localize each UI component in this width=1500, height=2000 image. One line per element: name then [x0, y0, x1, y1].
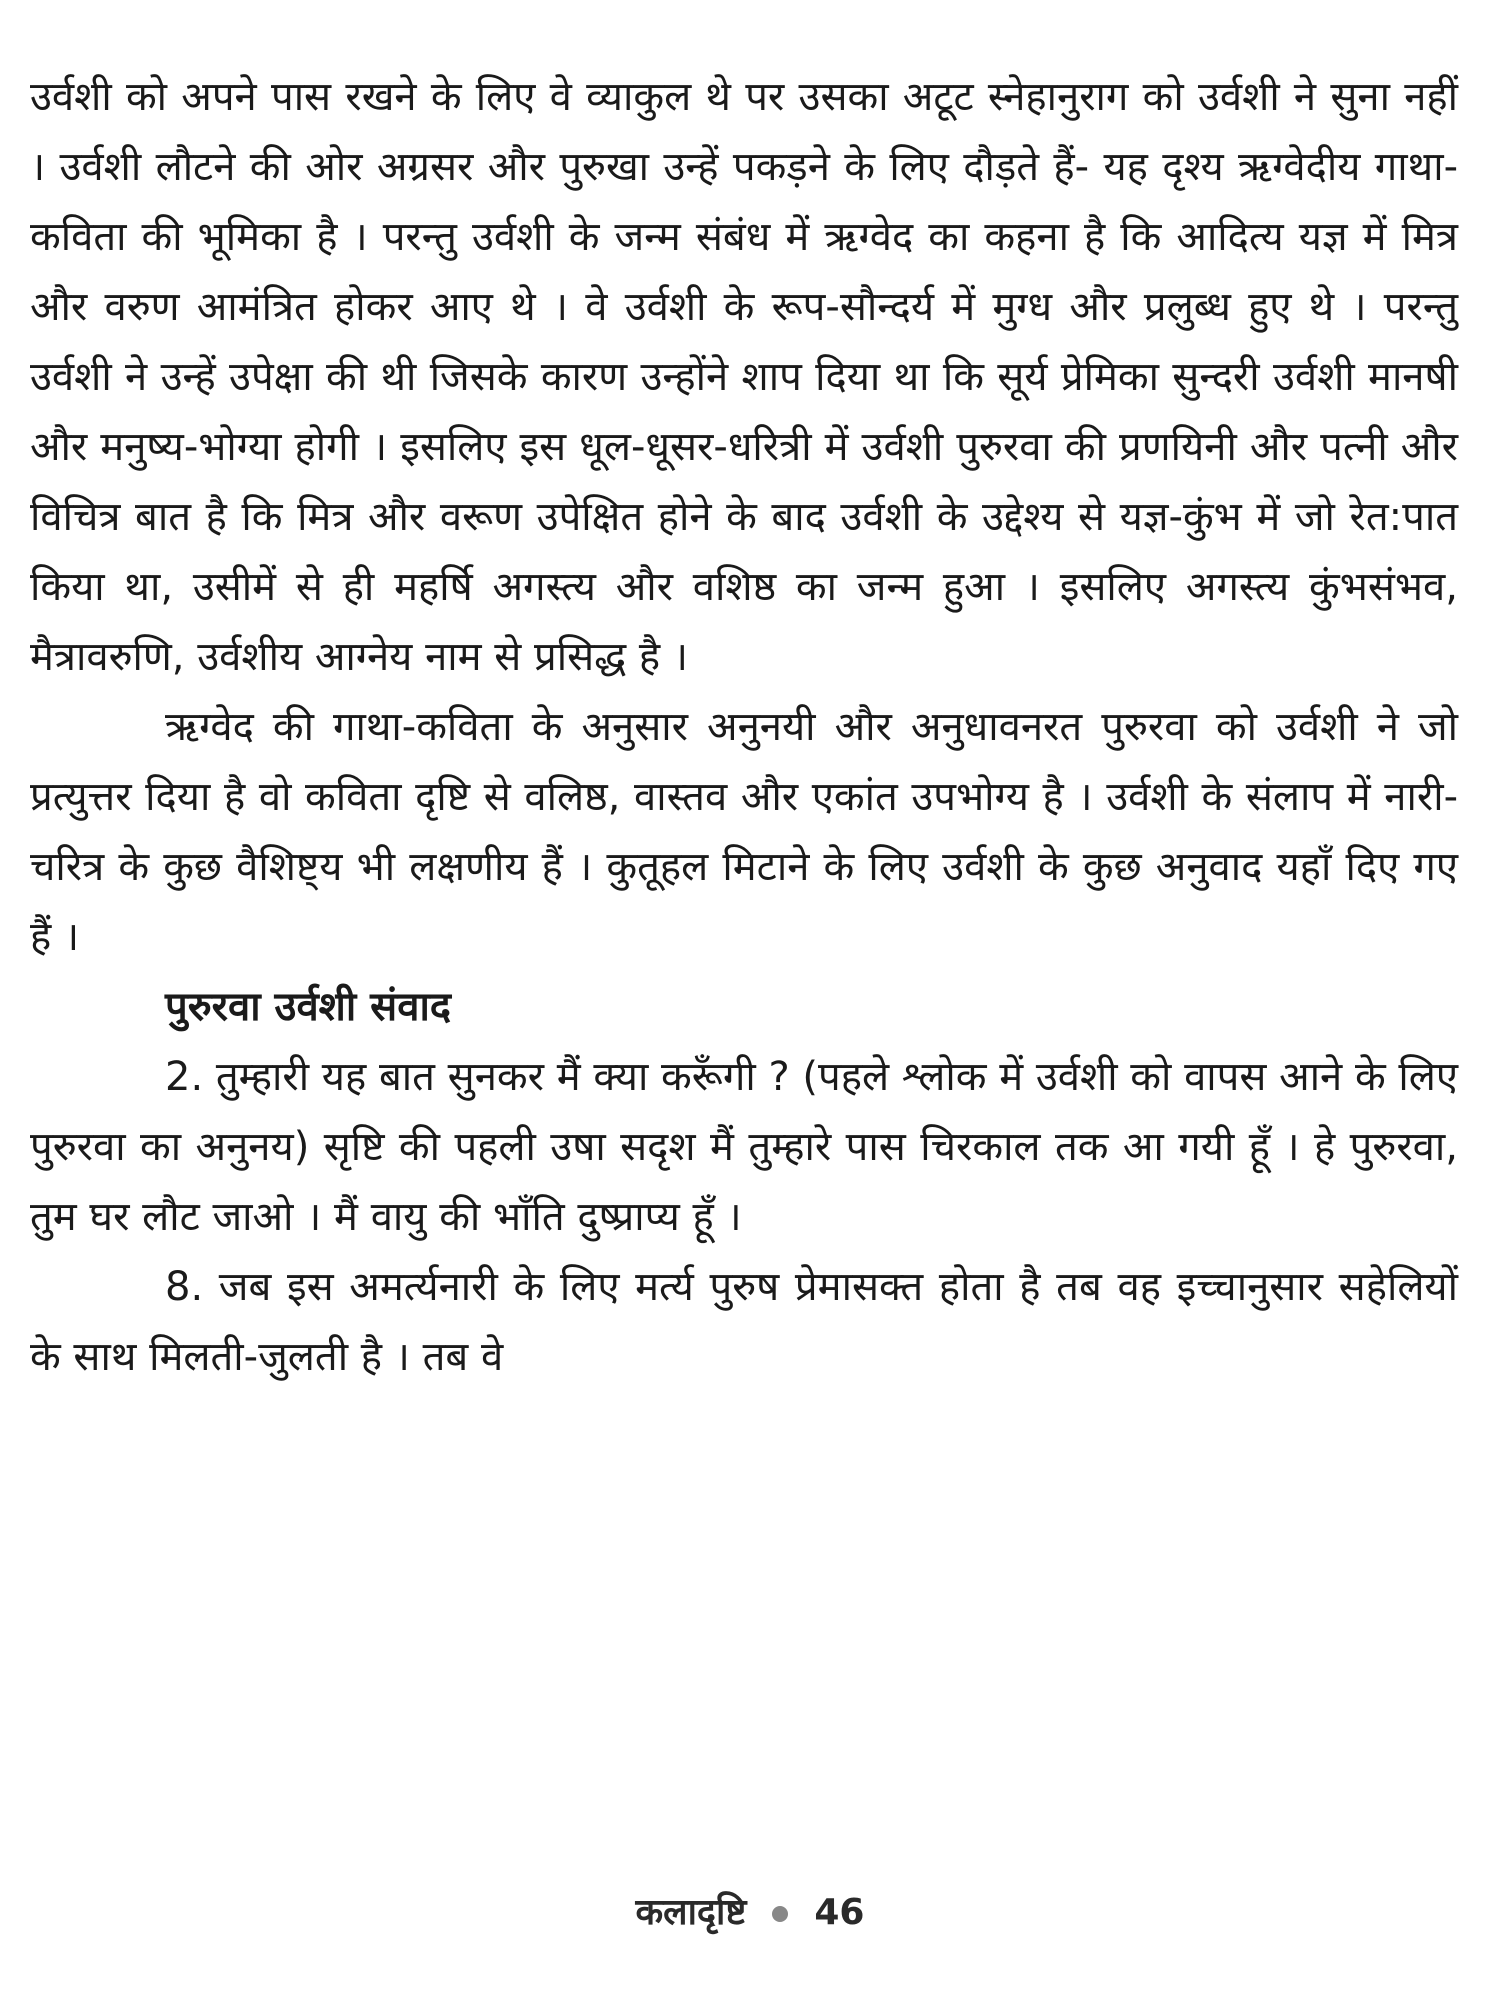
verse-2-paragraph: 2. तुम्हारी यह बात सुनकर मैं क्या करूँगी ? (पहले श्लोक में उर्वशी को वापस आने के लिए पुरुरवा का अनुनय) सृष्टि की पहली उषा सदृश मैं तुम्हारे पास चिरकाल तक आ गयी हूँ । हे पुरुरवा, तुम घर लौट जाओ । मैं वायु की भाँति दुष्प्राप्य हूँ ।: [30, 1054, 1458, 1240]
body-paragraph-1: उर्वशी को अपने पास रखने के लिए वे व्याकुल थे पर उसका अटूट स्नेहानुराग को उर्वशी ने सुना नहीं । उर्वशी लौटने की ओर अग्रसर और पुरुखा उन्हें पकड़ने के लिए दौड़ते हैं- यह दृश्य ऋग्वेदीय गाथा-कविता की भूमिका है । परन्तु उर्वशी के जन्म संबंध में ऋग्वेद का कहना है कि आदित्य यज्ञ में मित्र और वरुण आमंत्रित होकर आए थे । वे उर्वशी के रूप-सौन्दर्य में मुग्ध और प्रलुब्ध हुए थे । परन्तु उर्वशी ने उन्हें उपेक्षा की थी जिसके कारण उन्होंने शाप दिया था कि सूर्य प्रेमिका सुन्दरी उर्वशी मानषी और मनुष्य-भोग्या होगी । इसलिए इस धूल-धूसर-धरित्री में उर्वशी पुरुरवा की प्रणयिनी और पत्नी और विचित्र बात है कि मित्र और वरूण उपेक्षित होने के बाद उर्वशी के उद्देश्य से यज्ञ-कुंभ में जो रेत:पात किया था, उसीमें से ही महर्षि अगस्त्य और वशिष्ठ का जन्म हुआ । इसलिए अगस्त्य कुंभसंभव, मैत्रावरुणि, उर्वशीय आग्नेय नाम से प्रसिद्ध है ।: [30, 74, 1458, 680]
verse-8-paragraph: 8. जब इस अमर्त्यनारी के लिए मर्त्य पुरुष प्रेमासक्त होता है तब वह इच्चानुसार सहेलियों के साथ मिलती-जुलती है । तब वे: [30, 1264, 1458, 1380]
page-footer: [0, 1888, 1500, 1938]
journal-name: कलादृष्टि: [635, 1892, 747, 1933]
section-heading: पुरुरवा उर्वशी संवाद: [165, 984, 452, 1030]
bullet-dot-icon: [772, 1906, 788, 1922]
body-paragraph-2: ऋग्वेद की गाथा-कविता के अनुसार अनुनयी और अनुधावनरत पुरुरवा को उर्वशी ने जो प्रत्युत्तर दिया है वो कविता दृष्टि से वलिष्ठ, वास्तव और एकांत उपभोग्य है । उर्वशी के संलाप में नारी-चरित्र के कुछ वैशिष्ट्य भी लक्षणीय हैं । कुतूहल मिटाने के लिए उर्वशी के कुछ अनुवाद यहाँ दिए गए हैं ।: [30, 704, 1458, 960]
page-number: 46: [814, 1892, 865, 1933]
